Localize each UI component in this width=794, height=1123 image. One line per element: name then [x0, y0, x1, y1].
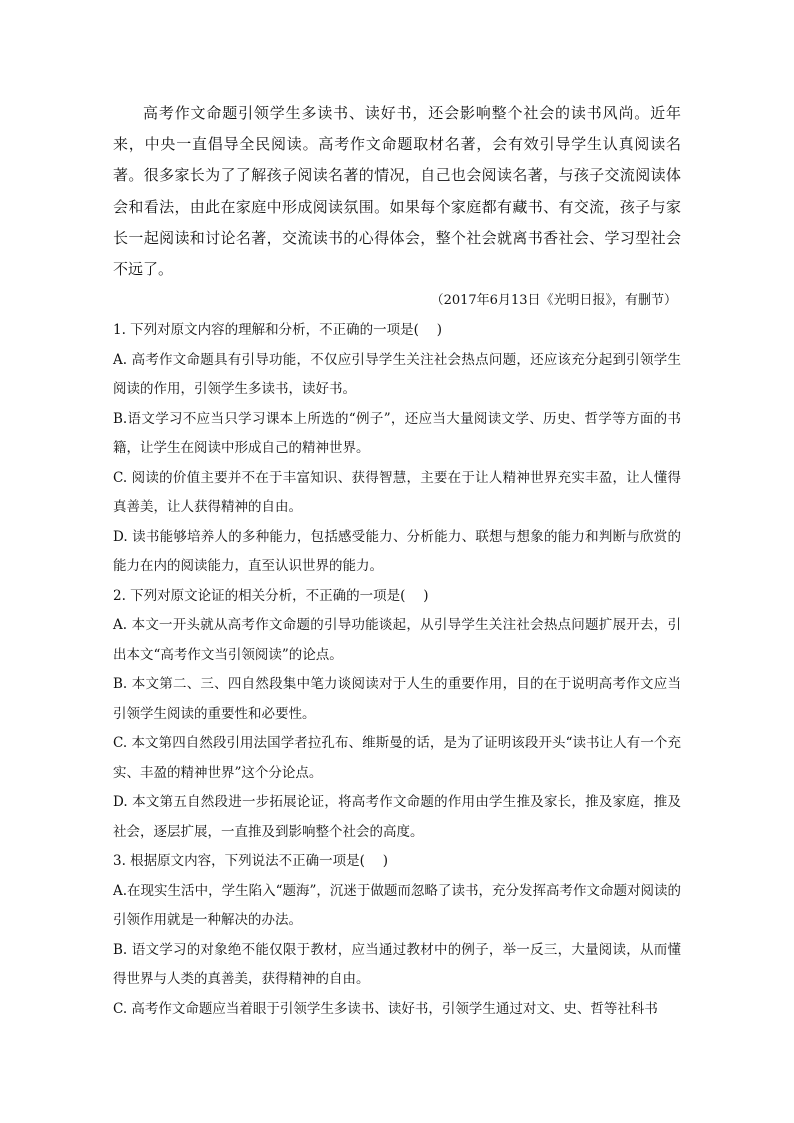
- question-3: [113, 847, 681, 1024]
- question-1: [113, 316, 681, 582]
- option-a: A.在现实生活中，学生陷入“题海”，沉迷于做题而忽略了读书，充分发挥高考作文命题对阅读的引领作用就是一种解决的办法。: [113, 882, 681, 929]
- option-b: B. 本文第二、三、四自然段集中笔力谈阅读对于人生的重要作用，目的在于说明高考作文应当引领学生阅读的重要性和必要性。: [113, 676, 681, 722]
- option-a: A. 本文一开头就从高考作文命题的引导功能谈起，从引导学生关注社会热点问题扩展开去，引出本文“高考作文当引领阅读”的论点。: [113, 617, 681, 663]
- question-stem: 3. 根据原文内容，下列说法不正确一项是( ): [113, 853, 388, 870]
- document-content: [113, 98, 681, 1024]
- question-stem: 2. 下列对原文论证的相关分析，不正确的一项是( ): [113, 587, 429, 604]
- option-c: C. 阅读的价值主要并不在于丰富知识、获得智慧，主要在于让人精神世界充实丰盈，让人懂得真善美，让人获得精神的自由。: [113, 469, 681, 516]
- option-d: D. 本文第五自然段进一步拓展论证，将高考作文命题的作用由学生推及家长，推及家庭，推及社会，逐层扩展，一直推及到影响整个社会的高度。: [113, 794, 681, 840]
- passage-source: （2017年6月13日《光明日报》，有删节）: [430, 293, 677, 309]
- option-c: C. 高考作文命题应当着眼于引领学生多读书、读好书，引领学生通过对文、史、哲等社科书: [113, 1000, 658, 1017]
- option-a: A. 高考作文命题具有引导功能，不仅应引导学生关注社会热点问题，还应该充分起到引领学生阅读的作用，引领学生多读书，读好书。: [113, 351, 681, 398]
- question-stem: 1. 下列对原文内容的理解和分析，不正确的一项是( ): [113, 322, 442, 339]
- option-d: D. 读书能够培养人的多种能力，包括感受能力、分析能力、联想与想象的能力和判断与欣赏的能力在内的阅读能力，直至认识世界的能力。: [113, 528, 681, 575]
- option-b: B. 语文学习的对象绝不能仅限于教材，应当通过教材中的例子，举一反三，大量阅读，从而懂得世界与人类的真善美，获得精神的自由。: [113, 941, 681, 988]
- option-b: B.语文学习不应当只学习课本上所选的“例子”，还应当大量阅读文学、历史、哲学等方面的书籍，让学生在阅读中形成自己的精神世界。: [113, 410, 681, 457]
- option-c: C. 本文第四自然段引用法国学者拉孔布、维斯曼的话，是为了证明该段开头“读书让人有一个充实、丰盈的精神世界”这个分论点。: [113, 735, 681, 781]
- question-2: [113, 582, 681, 848]
- passage-paragraph: 高考作文命题引领学生多读书、读好书，还会影响整个社会的读书风尚。近年来，中央一直倡导全民阅读。高考作文命题取材名著，会有效引导学生认真阅读名著。很多家长为了了解孩子阅读名著的情况，自己也会阅读名著，与孩子交流阅读体会和看法，由此在家庭中形成阅读氛围。如果每个家庭都有藏书、有交流，孩子与家长一起阅读和讨论名著，交流读书的心得体会，整个社会就离书香社会、学习型社会不远了。: [113, 104, 681, 279]
